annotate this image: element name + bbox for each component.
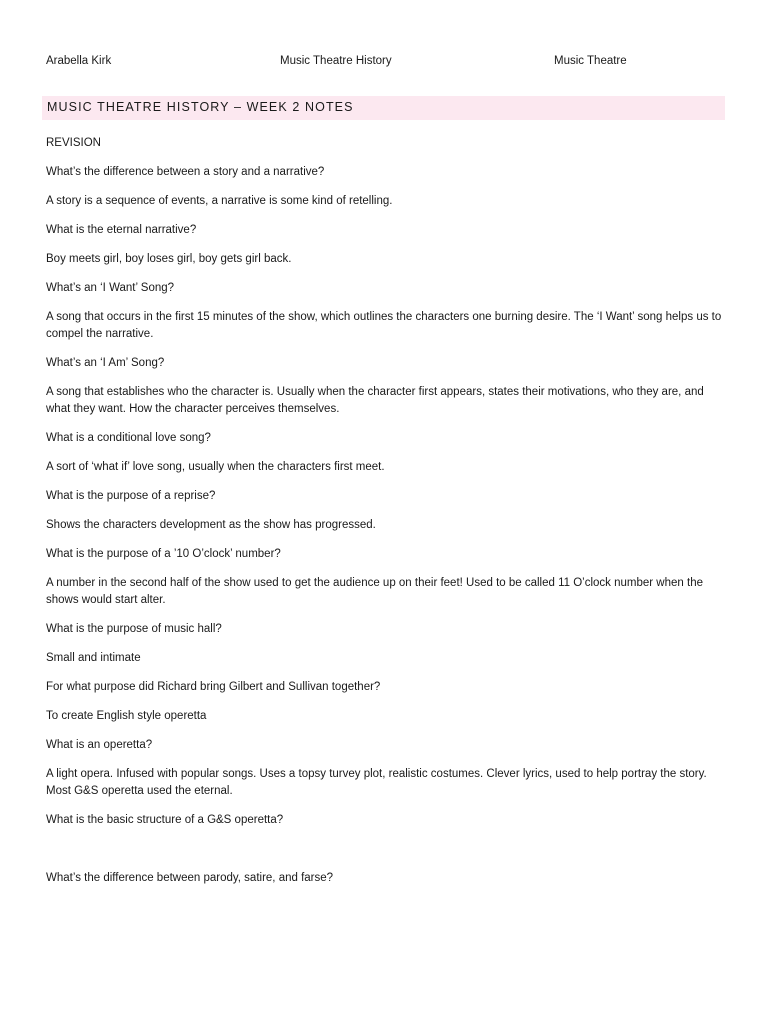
answer-2: Boy meets girl, boy loses girl, boy gets girl back. [46,253,292,265]
author-name: Arabella Kirk [46,55,112,67]
document-title: MUSIC THEATRE HISTORY – WEEK 2 NOTES [47,100,354,114]
notes-body [46,135,726,899]
title-banner [42,96,725,120]
question-12: What’s the difference between parody, satire, and farse? [46,872,334,884]
answer-4: A song that establishes who the character is. Usually when the character first appears, states their motivations, who they are, and what they want. How the character perceives themselves. [46,386,704,415]
answer-1: A story is a sequence of events, a narrative is some kind of retelling. [46,195,393,207]
question-10: What is an operetta? [46,739,153,751]
question-8: What is the purpose of music hall? [46,623,222,635]
answer-8: Small and intimate [46,652,141,664]
answer-9: To create English style operetta [46,710,207,722]
question-2: What is the eternal narrative? [46,224,197,236]
answer-7: A number in the second half of the show used to get the audience up on their feet! Used to be called 11 O’clock number when the shows would start alter. [46,577,703,606]
question-6: What is the purpose of a reprise? [46,490,216,502]
question-1: What’s the difference between a story and a narrative? [46,166,325,178]
question-7: What is the purpose of a ’10 O’clock’ number? [46,548,281,560]
document-header [0,55,768,71]
question-9: For what purpose did Richard bring Gilbert and Sullivan together? [46,681,381,693]
course-name: Music Theatre History [280,55,392,67]
answer-5: A sort of ‘what if’ love song, usually when the characters first meet. [46,461,385,473]
answer-6: Shows the characters development as the show has progressed. [46,519,376,531]
question-5: What is a conditional love song? [46,432,211,444]
question-4: What’s an ‘I Am’ Song? [46,357,165,369]
subject-name: Music Theatre [554,55,627,67]
question-3: What’s an ‘I Want’ Song? [46,282,175,294]
answer-3: A song that occurs in the first 15 minutes of the show, which outlines the characters one burning desire. The ‘I Want’ song helps us to compel the narrative. [46,311,722,340]
question-11: What is the basic structure of a G&S operetta? [46,814,284,826]
section-label: REVISION [46,137,101,149]
answer-10: A light opera. Infused with popular songs. Uses a topsy turvey plot, realistic costumes. Clever lyrics, used to help portray the story. Most G&S operetta used the eternal. [46,768,707,797]
